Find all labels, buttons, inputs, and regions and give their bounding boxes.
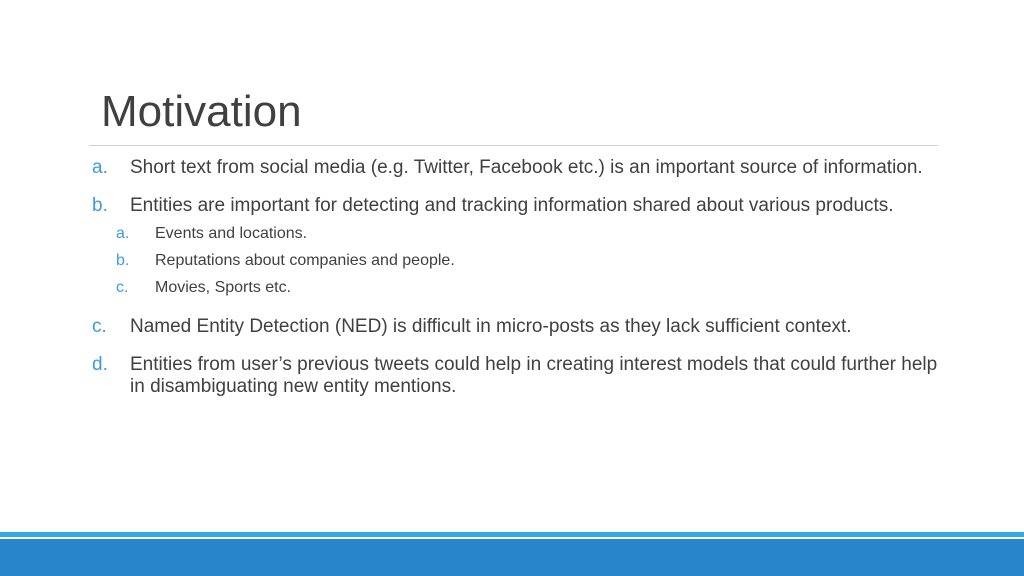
list-item (90, 157, 950, 180)
sub-list-item (116, 247, 950, 274)
bullet-list (90, 157, 950, 414)
list-marker: a. (92, 157, 108, 178)
list-item-text: Entities from user’s previous tweets could help in creating interest models that could further help in disambiguating new entity mentions. (130, 353, 938, 397)
list-marker: b. (92, 194, 108, 216)
list-item (90, 195, 950, 302)
list-marker: d. (92, 353, 108, 375)
list-item (90, 354, 950, 399)
list-item-text: Named Entity Detection (NED) is difficult in micro-posts as they lack sufficient context. (130, 316, 852, 337)
footer-accent-bar (0, 532, 1024, 537)
sub-list-item (116, 274, 950, 301)
list-marker: c. (92, 316, 107, 337)
slide-title: Motivation (101, 87, 302, 136)
sub-list-item-text: Movies, Sports etc. (155, 279, 292, 296)
list-item-text: Entities are important for detecting and tracking information shared about various products. (130, 194, 894, 216)
title-divider (89, 145, 938, 146)
sub-list-item-text: Events and locations. (155, 225, 308, 242)
sub-list-item (116, 220, 950, 247)
list-item-text: Short text from social media (e.g. Twitter, Facebook etc.) is an important source of information. (130, 157, 923, 178)
sub-list-item-text: Reputations about companies and people. (155, 252, 455, 269)
footer-bar (0, 539, 1024, 576)
sub-list-marker: c. (116, 279, 129, 296)
sub-list (116, 220, 950, 301)
list-item (90, 316, 950, 339)
sub-list-marker: b. (116, 252, 130, 269)
sub-list-marker: a. (116, 225, 130, 242)
